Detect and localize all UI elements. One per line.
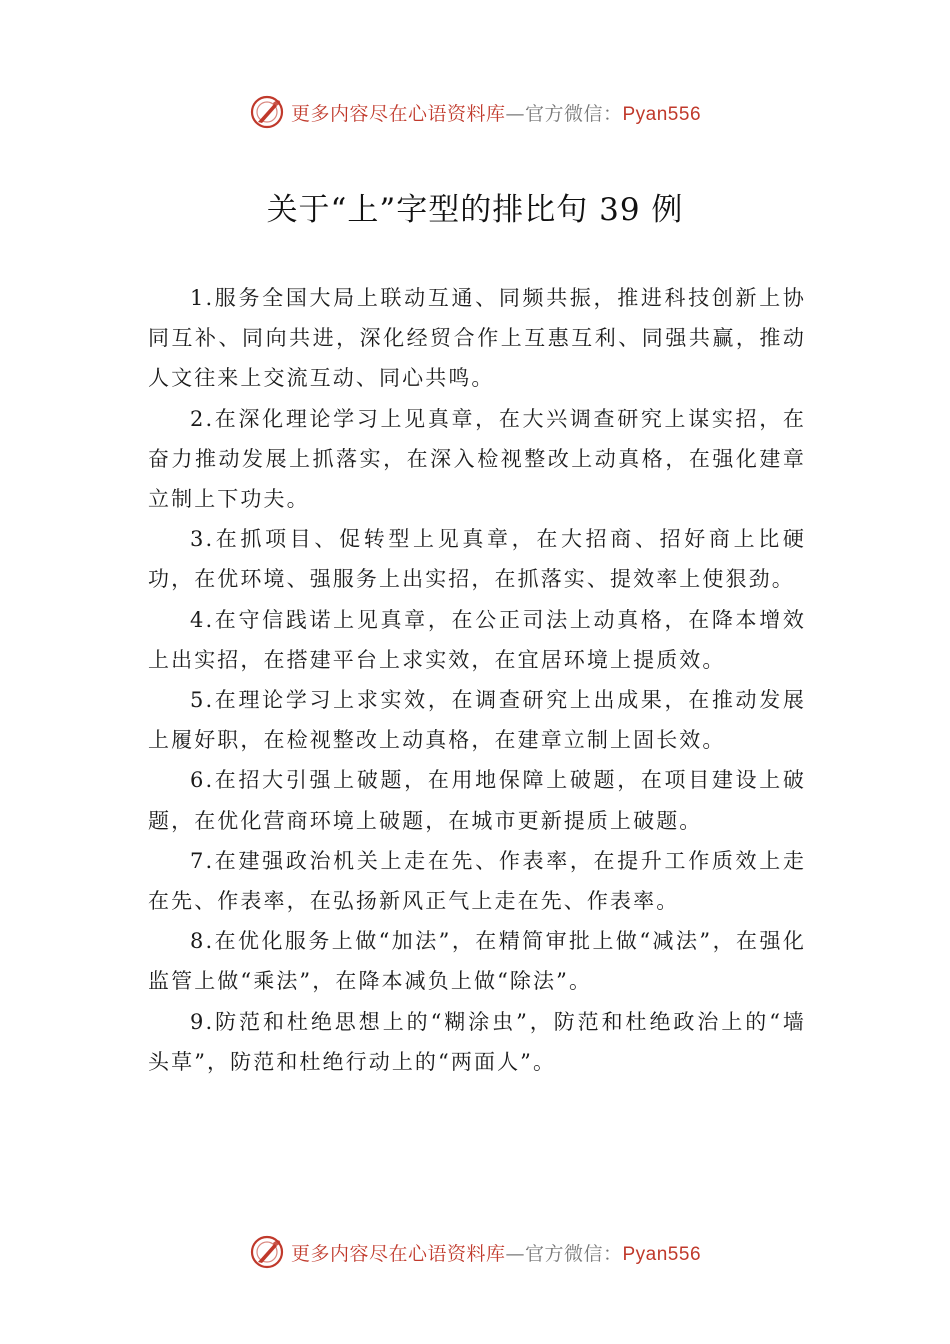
paragraph-1: 1.服务全国大局上联动互通、同频共振，推进科技创新上协同互补、同向共进，深化经贸合作上互惠互利、同强共赢，推动人文往来上交流互动、同心共鸣。	[148, 286, 806, 391]
quill-pen-icon	[249, 1234, 285, 1270]
banner-promo-line	[291, 99, 701, 126]
paragraph-6: 6.在招大引强上破题，在用地保障上破题，在项目建设上破题，在优化营商环境上破题，在城市更新提质上破题。	[148, 768, 806, 833]
quill-pen-icon	[249, 94, 285, 130]
paragraph-8: 8.在优化服务上做“加法”，在精简审批上做“减法”，在强化监管上做“乘法”，在降本减负上做“除法”。	[148, 929, 806, 994]
banner-separator: —	[505, 102, 525, 125]
banner-wechat-label: 官方微信：	[524, 102, 623, 125]
banner-promo-line	[291, 1239, 701, 1266]
banner-wechat-id: Pyan556	[622, 103, 702, 125]
paragraph-7: 7.在建强政治机关上走在先、作表率，在提升工作质效上走在先、作表率，在弘扬新风正气上走在先、作表率。	[148, 848, 806, 914]
paragraph-2: 2.在深化理论学习上见真章，在大兴调查研究上谋实招，在奋力推动发展上抓落实，在深入检视整改上动真格，在强化建章立制上下功夫。	[148, 406, 806, 512]
paragraph-3: 3.在抓项目、促转型上见真章，在大招商、招好商上比硬功，在优环境、强服务上出实招，在抓落实、提效率上使狠劲。	[148, 527, 806, 592]
banner-wechat-id: Pyan556	[622, 1243, 702, 1265]
document-body	[148, 278, 806, 1082]
paragraph-4: 4.在守信践诺上见真章，在公正司法上动真格，在降本增效上出实招，在搭建平台上求实效，在宜居环境上提质效。	[148, 607, 806, 672]
paragraph-9: 9.防范和杜绝思想上的“糊涂虫”，防范和杜绝政治上的“墙头草”，防范和杜绝行动上的“两面人”。	[148, 1009, 806, 1074]
paragraph-5: 5.在理论学习上求实效，在调查研究上出成果，在推动发展上履好职，在检视整改上动真格，在建章立制上固长效。	[148, 688, 806, 753]
header-banner	[0, 92, 950, 132]
banner-promo-text: 更多内容尽在心语资料库	[290, 102, 506, 125]
banner-separator: —	[505, 1242, 525, 1265]
document-title: 关于“上”字型的排比句 39 例	[266, 192, 684, 228]
banner-wechat-label: 官方微信：	[524, 1242, 623, 1265]
banner-promo-text: 更多内容尽在心语资料库	[290, 1242, 506, 1265]
footer-banner	[0, 1232, 950, 1272]
